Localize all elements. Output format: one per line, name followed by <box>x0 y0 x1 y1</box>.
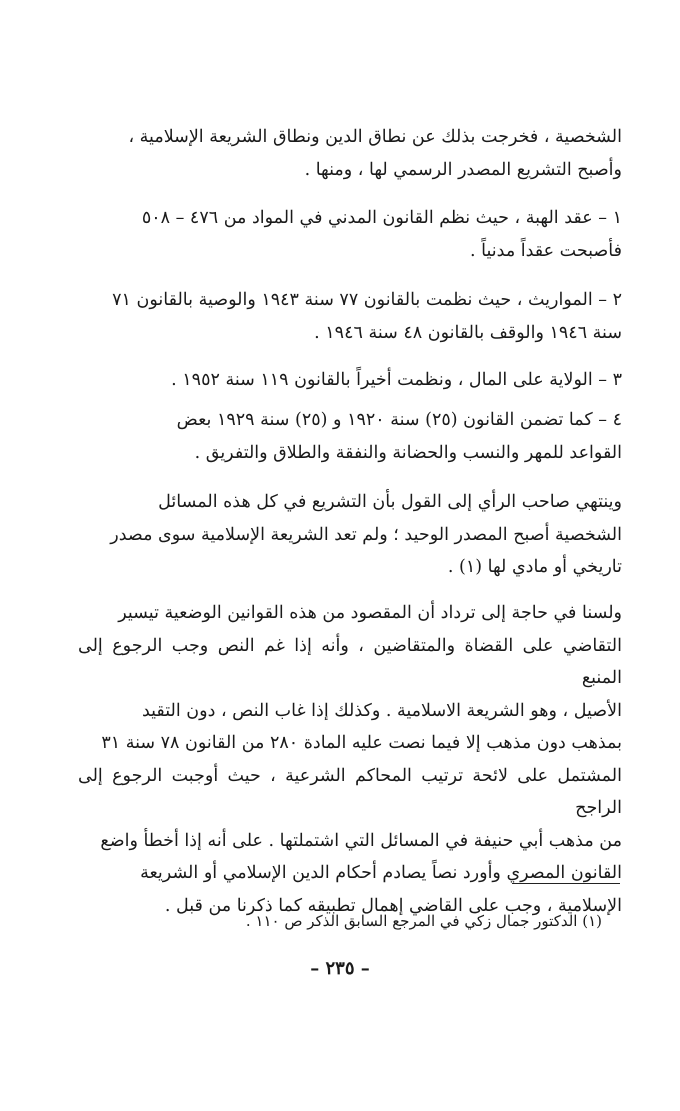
text-line: سنة ١٩٤٦ والوقف بالقانون ٤٨ سنة ١٩٤٦ . <box>314 322 622 343</box>
text-line: ١ – عقد الهبة ، حيث نظم القانون المدني في المواد من ٤٧٦ – ٥٠٨ <box>141 208 622 228</box>
paragraph-intro <box>78 121 622 186</box>
footnote: (١) الدكتور جمال زكي في المرجع السابق الذكر ص ١١٠ . <box>245 912 602 930</box>
text-line: فأصبحت عقداً مدنياً . <box>470 240 622 261</box>
text-line: تاريخي أو مادي لها (١) . <box>447 557 622 577</box>
text-line: الشخصية أصبح المصدر الوحيد ؛ ولم تعد الشريعة الإسلامية سوى مصدر <box>110 524 622 545</box>
list-item-1 <box>78 202 622 267</box>
footnote-divider <box>512 883 620 884</box>
text-line: ٣ – الولاية على المال ، ونظمت أخيراً بالقانون ١١٩ سنة ١٩٥٢ . <box>171 370 622 390</box>
text-line: الإسلامية ، وجب على القاضي إهمال تطبيقه كما ذكرنا من قبل . <box>164 895 622 916</box>
text-line: ٢ – المواريث ، حيث نظمت بالقانون ٧٧ سنة ١٩٤٣ والوصية بالقانون ٧١ <box>112 290 622 310</box>
text-line: القانون المصري وأورد نصاً يصادم أحكام الدين الإسلامي أو الشريعة <box>140 863 622 883</box>
list-item-4 <box>78 404 622 469</box>
page-number: – ٢٣٥ – <box>310 958 370 979</box>
paragraph-conclusion <box>78 486 622 584</box>
list-item-2 <box>78 284 622 349</box>
text-line: وينتهي صاحب الرأي إلى القول بأن التشريع في كل هذه المسائل <box>158 492 622 512</box>
text-line: المشتمل على لائحة ترتيب المحاكم الشرعية ، حيث أوجبت الرجوع إلى الراجح <box>78 765 622 818</box>
text-line: الأصيل ، وهو الشريعة الاسلامية . وكذلك إذا غاب النص ، دون التقيد <box>141 700 622 721</box>
paragraph-main <box>78 597 622 922</box>
text-line: القواعد للمهر والنسب والحضانة والنفقة والطلاق والتفريق . <box>194 442 622 463</box>
text-line: ٤ – كما تضمن القانون (٢٥) سنة ١٩٢٠ و (٢٥) سنة ١٩٢٩ بعض <box>176 410 622 430</box>
list-item-3 <box>78 364 622 397</box>
text-line: الشخصية ، فخرجت بذلك عن نطاق الدين ونطاق الشريعة الإسلامية ، <box>128 127 622 147</box>
text-line: من مذهب أبي حنيفة في المسائل التي اشتملتها . على أنه إذا أخطأ واضع <box>100 830 622 851</box>
text-line: التقاضي على القضاة والمتقاضين ، وأنه إذا غم النص وجب الرجوع إلى المنبع <box>78 635 622 688</box>
text-line: بمذهب دون مذهب إلا فيما نصت عليه المادة ٢٨٠ من القانون ٧٨ سنة ٣١ <box>101 733 622 753</box>
text-line: ولسنا في حاجة إلى ترداد أن المقصود من هذه القوانين الوضعية تيسير <box>118 603 622 623</box>
text-line: وأصبح التشريع المصدر الرسمي لها ، ومنها . <box>304 159 622 180</box>
